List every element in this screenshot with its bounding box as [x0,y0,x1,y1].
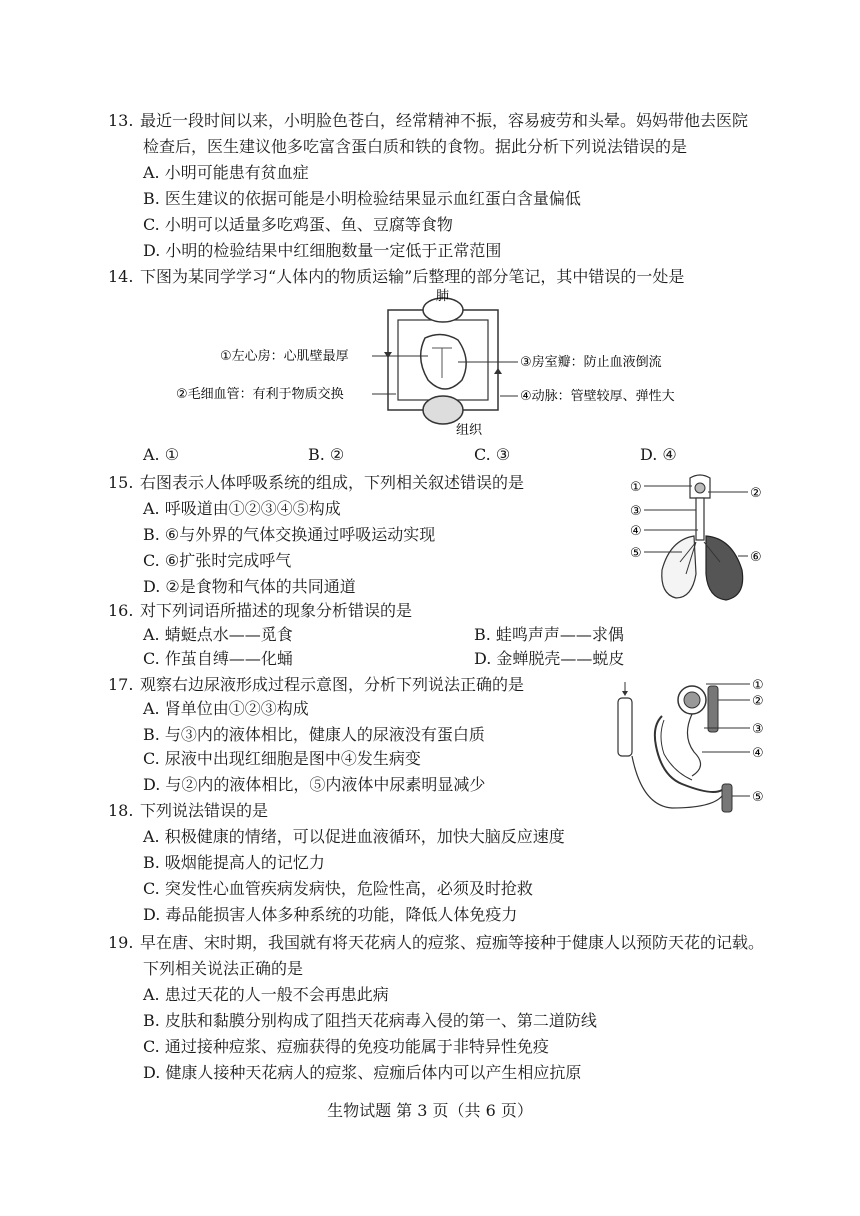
q18-option-b: B. 吸烟能提高人的记忆力 [143,853,325,872]
nephron-label-3: ③ [752,722,764,737]
q18-option-d: D. 毒品能损害人体多种系统的功能，降低人体免疫力 [143,905,518,924]
q14-text1: 下图为某同学学习“人体内的物质运输”后整理的部分笔记，其中错误的一处是 [140,267,685,286]
q19-stem-line2: 下列相关说法正确的是 [143,959,304,978]
nephron-label-2: ② [752,694,764,709]
q13-text1: 最近一段时间以来，小明脸色苍白，经常精神不振，容易疲劳和头晕。妈妈带他去医院 [140,111,749,130]
q13-option-b: B. 医生建议的依据可能是小明检验结果显示血红蛋白含量偏低 [143,189,581,208]
q16-option-d: D. 金蝉脱壳——蜕皮 [474,649,625,668]
q16-stem [108,598,412,624]
q16-option-a: A. 蜻蜓点水——觅食 [143,625,293,644]
q15-option-a: A. 呼吸道由①②③④⑤构成 [143,499,341,518]
q15-stem [108,470,524,496]
q17-number: 17. [108,675,134,694]
renal-vessel [708,686,718,732]
resp-label-4: ④ [630,524,642,539]
tissue-capillary [423,396,463,424]
q19-option-a: A. 患过天花的人一般不会再患此病 [143,985,389,1004]
q17-text1: 观察右边尿液形成过程示意图，分析下列说法正确的是 [140,675,525,694]
q13-stem-line1 [108,108,748,134]
q18-text1: 下列说法错误的是 [140,801,269,820]
q15-number: 15. [108,473,134,492]
trachea [696,498,704,540]
q17-option-a: A. 肾单位由①②③构成 [143,699,309,718]
q14-option-a: A. ① [143,445,180,464]
page-footer: 生物试题 第 3 页（共 6 页） [327,1101,533,1120]
q18-option-a: A. 积极健康的情绪，可以促进血液循环，加快大脑反应速度 [143,827,565,846]
q13-stem-line2: 检查后，医生建议他多吃富含蛋白质和铁的食物。据此分析下列说法错误的是 [143,137,688,156]
q17-stem [108,672,524,698]
flow-arrowhead [622,691,628,696]
q18-stem [108,798,268,824]
nephron-label-4: ④ [752,746,764,761]
nephron-label-1: ① [752,678,764,693]
left-lung [706,536,743,600]
tubule-loop [687,714,700,776]
note-3: ③房室瓣：防止血液倒流 [520,355,662,370]
q13-option-a: A. 小明可能患有贫血症 [143,163,309,182]
note-4: ④动脉：管壁较厚、弹性大 [520,389,675,404]
q17-option-c: C. 尿液中出现红细胞是图中④发生病变 [143,749,421,768]
note-1: ①左心房：心肌壁最厚 [220,349,349,364]
resp-label-5: ⑤ [630,546,642,561]
q14-stem [108,264,684,290]
nephron-diagram [612,676,772,816]
collecting-vessel [618,698,632,756]
q19-option-c: C. 通过接种痘浆、痘痂获得的免疫功能属于非特异性免疫 [143,1037,549,1056]
q18-option-c: C. 突发性心血管疾病发病快，危险性高，必须及时抢救 [143,879,533,898]
q19-option-d: D. 健康人接种天花病人的痘浆、痘痂后体内可以产生相应抗原 [143,1063,582,1082]
q16-option-b: B. 蛙鸣声声——求偶 [474,625,624,644]
q19-option-b: B. 皮肤和黏膜分别构成了阻挡天花病毒入侵的第一、第二道防线 [143,1011,597,1030]
q15-text1: 右图表示人体呼吸系统的组成，下列相关叙述错误的是 [140,473,525,492]
q16-text1: 对下列词语所描述的现象分析错误的是 [140,601,413,620]
q17-option-b: B. 与③内的液体相比，健康人的尿液没有蛋白质 [143,725,485,744]
resp-label-2: ② [750,486,762,501]
q13-option-d: D. 小明的检验结果中红细胞数量一定低于正常范围 [143,241,502,260]
q17-option-d: D. 与②内的液体相比，⑤内液体中尿素明显减少 [143,775,486,794]
q13-number: 13. [108,111,134,130]
tissue-label: 组织 [456,423,483,438]
flow-arrow [494,368,502,374]
q14-option-b: B. ② [308,445,345,464]
respiratory-diagram [630,470,770,610]
nephron-label-5: ⑤ [752,790,764,805]
pharynx-shape [695,483,705,493]
circulation-diagram [176,288,720,438]
q19-stem-line1 [108,930,764,956]
q15-option-b: B. ⑥与外界的气体交换通过呼吸运动实现 [143,525,436,544]
q16-option-c: C. 作茧自缚——化蛹 [143,649,293,668]
renal-vein [722,784,732,812]
q18-number: 18. [108,801,134,820]
q19-number: 19. [108,933,134,952]
q15-option-c: C. ⑥扩张时完成呼气 [143,551,292,570]
note-2: ②毛细血管：有利于物质交换 [176,387,344,402]
q13-option-c: C. 小明可以适量多吃鸡蛋、鱼、豆腐等食物 [143,215,453,234]
q15-option-d: D. ②是食物和气体的共同通道 [143,577,356,596]
flow-arrow [384,352,392,358]
q14-option-c: C. ③ [474,445,511,464]
lung-label: 肺 [436,289,450,304]
q16-number: 16. [108,601,134,620]
resp-label-6: ⑥ [750,550,762,565]
q14-number: 14. [108,267,134,286]
resp-label-3: ③ [630,504,642,519]
resp-label-1: ① [630,480,642,495]
q19-text1: 早在唐、宋时期，我国就有将天花病人的痘浆、痘痂等接种于健康人以预防天花的记载。 [140,933,765,952]
glomerulus [684,692,700,708]
right-lung [662,536,696,598]
q14-option-d: D. ④ [640,445,677,464]
